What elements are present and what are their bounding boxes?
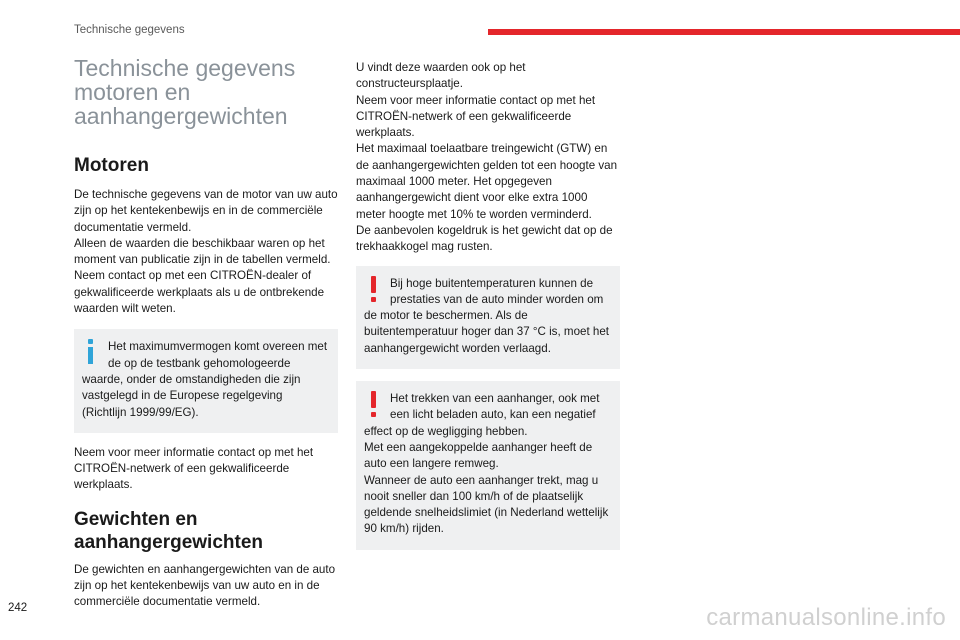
info-note	[74, 329, 338, 432]
running-header: Technische gegevens	[74, 24, 185, 36]
watermark: carmanualsonline.info	[706, 604, 946, 631]
warning-icon	[364, 391, 384, 421]
info-icon	[82, 339, 102, 369]
warning-note-temperature	[356, 266, 620, 369]
section-title: Technische gegevens motoren en aanhangergewichten	[74, 55, 296, 129]
paragraph-gewichten: De gewichten en aanhangergewichten van de auto zijn op het kentekenbewijs van uw auto en in de commerciële documentatie vermeld.	[74, 562, 336, 609]
paragraph-intro: U vindt deze waarden ook op het constructeursplaatje. Neem voor meer informatie contact op met het CITROËN-netwerk of een gekwalificeerde werkplaats. Het maximaal toelaatbare treingewicht (GTW) en de aanhangergewichten gelden tot een hoogte van maximaal 1000 meter. Het opgegeven aanhangergewicht dient voor elke extra 1000 meter hoogte met 10% te worden verminderd. De aanbevolen kogeldruk is het gewicht dat op de trekhaakkogel mag rusten.	[356, 61, 618, 254]
info-note-text: Het maximumvermogen komt overeen met de op de testbank gehomologeerde waarde, onder de omstandigheden die zijn vastgelegd in de Europese regelgeving (Richtlijn 1999/99/EG).	[82, 340, 328, 419]
warning-note-towing	[356, 381, 620, 550]
warning-icon	[364, 276, 384, 306]
header-accent-bar	[488, 29, 960, 35]
right-column	[356, 60, 620, 562]
heading-gewichten: Gewichten en aanhangergewichten	[74, 508, 263, 553]
heading-motoren: Motoren	[74, 155, 149, 176]
paragraph-contact: Neem voor meer informatie contact op met het CITROËN-netwerk of een gekwalificeerde werkplaats.	[74, 445, 314, 492]
paragraph-motoren: De technische gegevens van de motor van uw auto zijn op het kentekenbewijs en in de commerciële documentatie vermeld. Alleen de waarden die beschikbaar waren op het moment van publicatie zijn in de tabellen vermeld. Neem contact op met een CITROËN-dealer of gekwalificeerde werkplaats als u de ontbrekende waarden wilt weten.	[74, 188, 338, 316]
warning-note-towing-text: Het trekken van een aanhanger, ook met een licht beladen auto, kan een negatief effect op de wegligging hebben. Met een aangekoppelde aanhanger heeft de auto een langere remweg. Wanneer de auto een aanhanger trekt, mag u nooit sneller dan 100 km/h of de plaatselijk geldende snelheidslimiet (in Nederland wettelijk 90 km/h) rijden.	[364, 392, 609, 536]
warning-note-temperature-text: Bij hoge buitentemperaturen kunnen de prestaties van de auto minder worden om de motor te beschermen. Als de buitentemperatuur hoger dan 37 °C is, moet het aanhangergewicht worden verlaagd.	[364, 276, 610, 355]
left-column	[74, 56, 338, 611]
page-number: 242	[8, 602, 28, 614]
